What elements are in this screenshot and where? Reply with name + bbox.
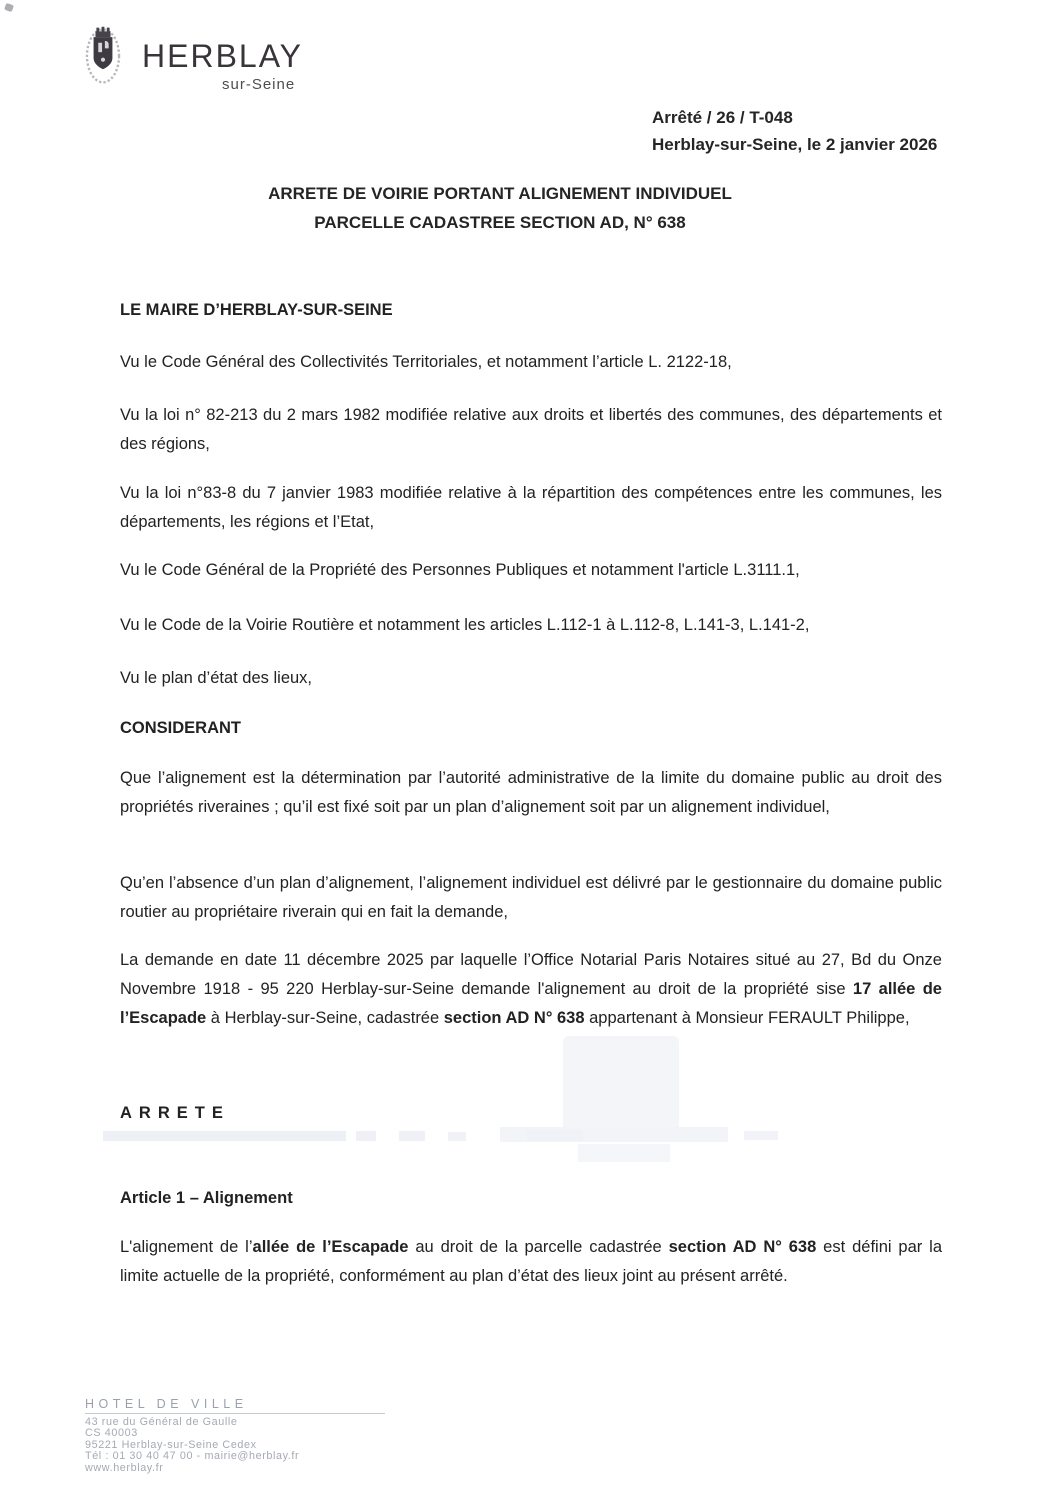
footer-city: 95221 Herblay-sur-Seine Cedex (85, 1438, 257, 1451)
logo-subtitle: sur-Seine (222, 76, 296, 93)
reference-block (652, 104, 937, 158)
footer-hotel-de-ville: HOTEL DE VILLE (85, 1397, 385, 1414)
considerant-paragraph: Que l’alignement est la détermination par l’autorité administrative de la limite du domaine public au droit des propriétés riveraines ; qu’il est fixé soit par un plan d’alignement soit par un alignement individuel, (120, 769, 942, 816)
arrete-heading: ARRETE (120, 1104, 230, 1122)
demande-paragraph (120, 946, 942, 1033)
scan-ghost-row (448, 1132, 466, 1141)
demande-text: La demande en date 11 décembre 2025 par laquelle l’Office Notarial Paris Notaires situé au 27, Bd du Onze Novembre 1918 - 95 220 Herblay-sur-Seine demande l'alignement au droit de la propriété sise (120, 951, 942, 998)
maire-heading: LE MAIRE D’HERBLAY-SUR-SEINE (120, 301, 393, 319)
footer-cs: CS 40003 (85, 1427, 138, 1440)
considerant-paragraph: Qu’en l’absence d’un plan d’alignement, l’alignement individuel est délivré par le gestionnaire du domaine public routier au propriétaire riverain qui en fait la demande, (120, 874, 942, 921)
scan-ghost-row (527, 1130, 583, 1141)
vu-paragraph: Vu la loi n° 82-213 du 2 mars 1982 modifiée relative aux droits et libertés des communes, des départements et des régions, (120, 406, 942, 453)
footer-block (85, 1397, 385, 1473)
document-title-line1: ARRETE DE VOIRIE PORTANT ALIGNEMENT INDIVIDUEL (268, 184, 732, 203)
vu-paragraph: Vu le Code de la Voirie Routière et notamment les articles L.112-1 à L.112-8, L.141-3, L.141-2, (120, 616, 810, 634)
document-title-line2: PARCELLE CADASTREE SECTION AD, N° 638 (314, 213, 686, 232)
scan-speck (4, 3, 14, 12)
vu-paragraph: Vu le Code Général de la Propriété des Personnes Publiques et notamment l'article L.3111.1, (120, 561, 800, 579)
scan-ghost-row (744, 1131, 778, 1140)
article1-text: est défini par la limite actuelle de la propriété, conformément au plan d’état des lieux joint au présent arrêté. (120, 1238, 942, 1285)
footer-phone-email: Tél : 01 30 40 47 00 - mairie@herblay.fr (85, 1450, 300, 1463)
demande-text: appartenant à Monsieur FERAULT Philippe, (584, 1009, 910, 1027)
article1-text: au droit de la parcelle cadastrée (408, 1238, 669, 1256)
footer-website: www.herblay.fr (85, 1461, 164, 1474)
scan-ghost-row (356, 1131, 376, 1141)
cadastre-section-bold: section AD N° 638 (668, 1238, 817, 1256)
city-crest-icon (84, 22, 122, 88)
footer-street: 43 rue du Général de Gaulle (85, 1416, 238, 1428)
article1-paragraph (120, 1233, 942, 1291)
property-address-bold: 17 allée de l’Escapade (120, 980, 942, 1027)
street-name-bold: allée de l’Escapade (252, 1238, 409, 1256)
place-and-date: Herblay-sur-Seine, le 2 janvier 2026 (652, 135, 938, 154)
cadastre-section-bold: section AD N° 638 (443, 1009, 585, 1027)
vu-paragraph: Vu le plan d’état des lieux, (120, 669, 313, 687)
scan-ghost-row (399, 1131, 425, 1141)
article1-text: L'alignement de l’ (120, 1238, 253, 1256)
arrete-number: Arrêté / 26 / T-048 (652, 108, 793, 127)
scan-ghost-blob (578, 1144, 670, 1162)
vu-paragraph: Vu la loi n°83-8 du 7 janvier 1983 modifiée relative à la répartition des compétences entre les communes, les départements, les régions et l’Etat, (120, 484, 942, 531)
article1-heading: Article 1 – Alignement (120, 1189, 293, 1207)
logo-name: HERBLAY (142, 38, 304, 74)
scan-ghost-row (103, 1131, 346, 1141)
vu-paragraph: Vu le Code Général des Collectivités Territoriales, et notamment l’article L. 2122-18, (120, 353, 732, 371)
considerant-heading: CONSIDERANT (120, 719, 242, 737)
demande-text: à Herblay-sur-Seine, cadastrée (206, 1009, 444, 1027)
document-title (129, 179, 871, 237)
